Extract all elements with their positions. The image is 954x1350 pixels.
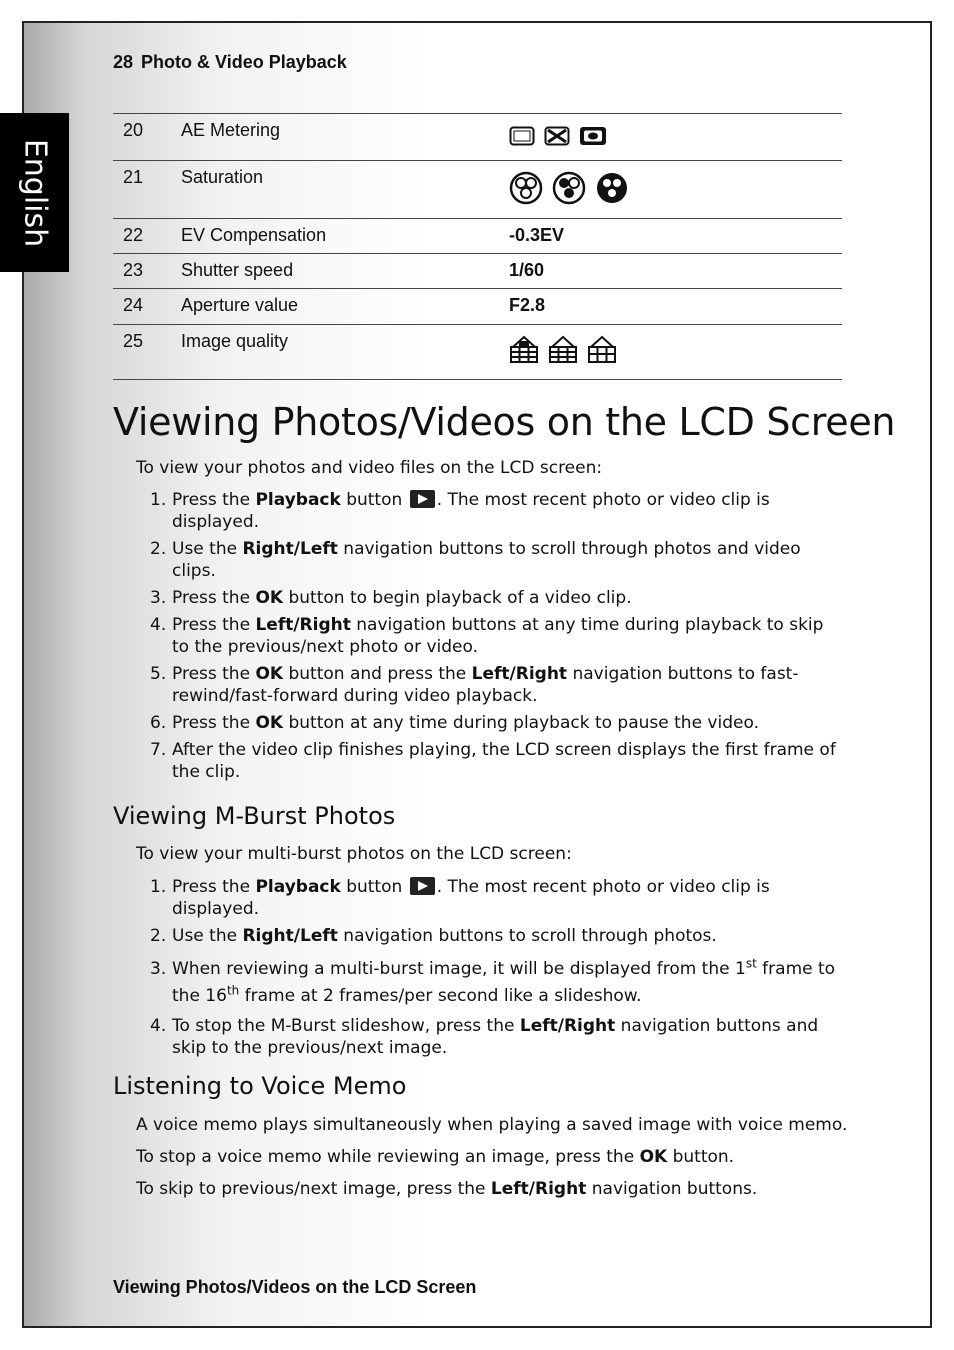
step-emphasis: Playback (255, 877, 341, 897)
quality-fine-icon (548, 334, 578, 364)
row-name: Saturation (181, 161, 509, 219)
row-name: Aperture value (181, 289, 509, 325)
intro-text: To view your multi-burst photos on the LCD screen: (136, 844, 572, 864)
step-emphasis: Left/Right (519, 1016, 616, 1036)
step-number: 1. (150, 877, 167, 897)
step-number: 1. (150, 490, 167, 510)
list-item (150, 538, 840, 582)
step-number: 4. (150, 615, 167, 635)
step-text: navigation buttons at any time during playback to skip to the previous/next photo or video. (172, 615, 824, 657)
list-item (150, 712, 840, 734)
row-value: 1/60 (509, 254, 842, 289)
step-emphasis: OK (255, 713, 284, 733)
step-number: 5. (150, 664, 167, 684)
list-item (150, 614, 840, 658)
row-number: 20 (113, 114, 181, 161)
table-row (113, 114, 842, 161)
list-item (150, 1015, 840, 1059)
voice-memo-stop-text (136, 1146, 734, 1168)
para-emphasis: OK (639, 1147, 668, 1167)
section-heading-mburst: Viewing M-Burst Photos (113, 802, 396, 830)
saturation-low-icon (595, 171, 629, 205)
step-text: Press the (172, 615, 256, 635)
step-emphasis: Right/Left (242, 926, 338, 946)
step-number: 6. (150, 713, 167, 733)
table-row (113, 325, 842, 380)
section-title: Photo & Video Playback (141, 52, 347, 72)
step-text: frame at 2 frames/per second like a slideshow. (239, 986, 642, 1006)
ae-average-icon (509, 125, 535, 147)
section-heading-voice-memo: Listening to Voice Memo (113, 1072, 407, 1100)
para-text: navigation buttons. (586, 1179, 758, 1199)
step-text: button to begin playback of a video clip. (283, 588, 632, 608)
step-emphasis: Left/Right (255, 615, 351, 635)
settings-table (113, 113, 842, 380)
table-row (113, 254, 842, 289)
quality-normal-icon (587, 334, 617, 364)
row-number: 23 (113, 254, 181, 289)
voice-memo-skip-text (136, 1178, 757, 1200)
step-text: After the video clip finishes playing, the LCD screen displays the first frame of the clip. (172, 740, 836, 782)
step-text: Use the (172, 539, 243, 559)
step-number: 3. (150, 959, 167, 979)
step-text: button and press the (283, 664, 472, 684)
row-name: EV Compensation (181, 219, 509, 254)
step-text: Use the (172, 926, 243, 946)
step-text: Press the (172, 877, 256, 897)
list-item (150, 956, 840, 1010)
superscript: th (226, 983, 240, 998)
para-emphasis: Left/Right (490, 1179, 587, 1199)
step-text: . The most recent photo or video clip is displayed. (172, 490, 770, 532)
step-text: To stop the M-Burst slideshow, press the (172, 1016, 520, 1036)
para-text: To stop a voice memo while reviewing an image, press the (136, 1147, 640, 1167)
page-footer: Viewing Photos/Videos on the LCD Screen (113, 1277, 477, 1297)
step-emphasis: OK (255, 664, 284, 684)
step-number: 2. (150, 926, 167, 946)
voice-memo-text: A voice memo plays simultaneously when playing a saved image with voice memo. (136, 1115, 848, 1135)
page-number: 28 (113, 52, 134, 72)
list-item (150, 925, 840, 947)
playback-button-icon (410, 490, 435, 508)
list-item (150, 876, 840, 920)
step-text: . The most recent photo or video clip is displayed. (172, 877, 770, 919)
step-text: navigation buttons to scroll through photos. (337, 926, 717, 946)
language-tab-label: English (17, 138, 52, 247)
step-text: button (340, 490, 408, 510)
step-emphasis: Right/Left (242, 539, 338, 559)
ae-spot-icon (579, 125, 607, 147)
step-text: Press the (172, 588, 256, 608)
step-number: 4. (150, 1016, 167, 1036)
step-emphasis: Playback (255, 490, 341, 510)
row-number: 22 (113, 219, 181, 254)
step-text: frame to the 16 (172, 959, 836, 1006)
para-text: To skip to previous/next image, press the (136, 1179, 491, 1199)
page-header (113, 52, 347, 73)
table-row (113, 289, 842, 325)
mburst-steps (150, 876, 840, 1064)
list-item (150, 663, 840, 707)
saturation-normal-icon (552, 171, 586, 205)
table-row (113, 219, 842, 254)
quality-best-icon (509, 334, 539, 364)
playback-steps (150, 489, 840, 788)
step-text: navigation buttons and skip to the previous/next image. (172, 1016, 819, 1058)
intro-text: To view your photos and video files on the LCD screen: (136, 458, 603, 478)
step-text: navigation buttons to fast-rewind/fast-forward during video playback. (172, 664, 799, 706)
playback-button-icon (410, 877, 435, 895)
step-text: Press the (172, 713, 256, 733)
step-number: 2. (150, 539, 167, 559)
superscript: st (745, 956, 757, 971)
list-item (150, 489, 840, 533)
row-name: Shutter speed (181, 254, 509, 289)
step-text: Press the (172, 490, 256, 510)
step-emphasis: OK (255, 588, 284, 608)
step-text: navigation buttons to scroll through photos and video clips. (172, 539, 801, 581)
step-text: Press the (172, 664, 256, 684)
page-title: Viewing Photos/Videos on the LCD Screen (113, 400, 896, 444)
row-name: Image quality (181, 325, 509, 380)
language-tab (0, 113, 69, 272)
step-text: When reviewing a multi-burst image, it will be displayed from the 1 (172, 959, 746, 979)
row-number: 25 (113, 325, 181, 380)
list-item (150, 739, 840, 783)
saturation-high-icon (509, 171, 543, 205)
row-number: 24 (113, 289, 181, 325)
table-row (113, 161, 842, 219)
row-name: AE Metering (181, 114, 509, 161)
step-number: 3. (150, 588, 167, 608)
step-text: button (340, 877, 408, 897)
step-text: button at any time during playback to pause the video. (283, 713, 759, 733)
row-value: F2.8 (509, 289, 842, 325)
step-number: 7. (150, 740, 167, 760)
row-value: -0.3EV (509, 219, 842, 254)
list-item (150, 587, 840, 609)
step-emphasis: Left/Right (471, 664, 568, 684)
row-number: 21 (113, 161, 181, 219)
para-text: button. (667, 1147, 735, 1167)
ae-center-icon (544, 125, 570, 147)
